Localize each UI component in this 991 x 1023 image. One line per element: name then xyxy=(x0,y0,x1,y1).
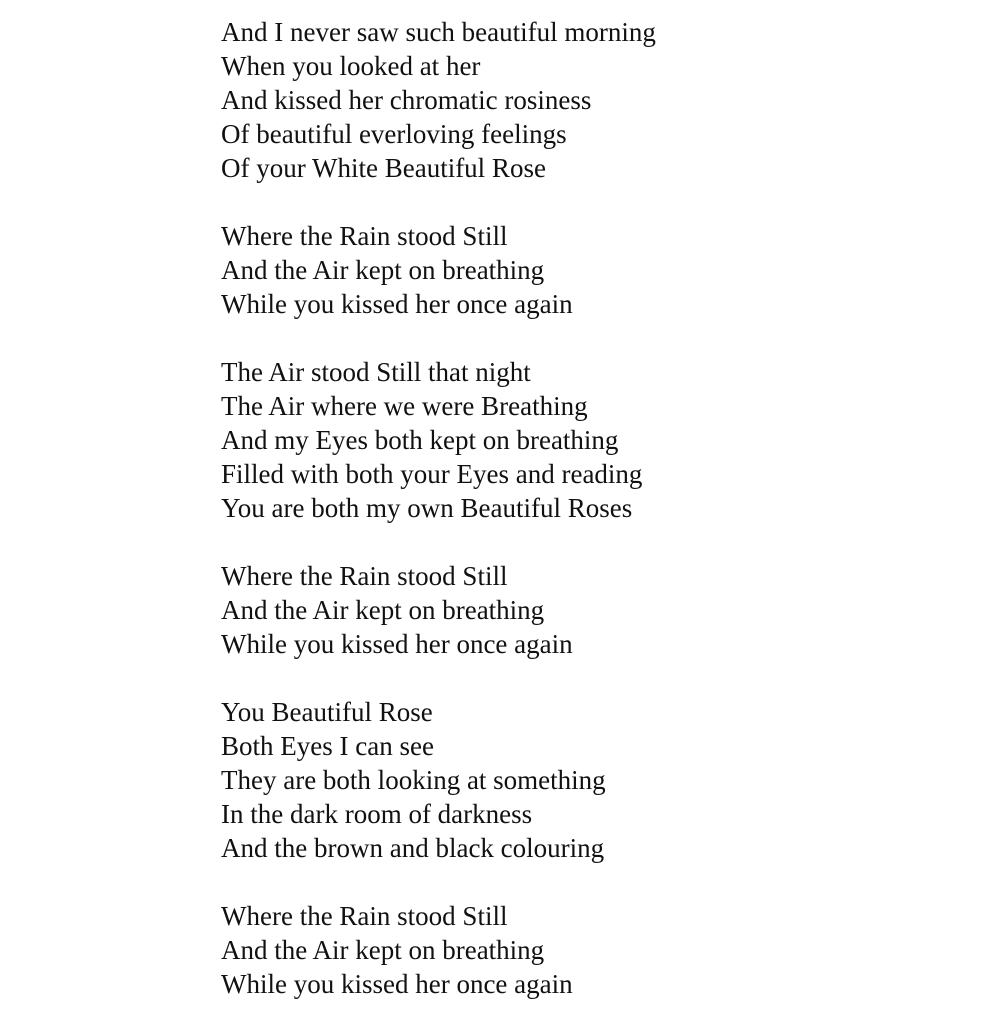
stanza-2 xyxy=(221,219,656,321)
poem-line: The Air stood Still that night xyxy=(221,357,531,387)
poem-line: And my Eyes both kept on breathing xyxy=(221,425,619,455)
poem-line: And the Air kept on breathing xyxy=(221,255,545,285)
poem-line: The Air where we were Breathing xyxy=(221,391,588,421)
poem-line: When you looked at her xyxy=(221,51,481,81)
poem-line: And the Air kept on breathing xyxy=(221,935,545,965)
poem-line: Where the Rain stood Still xyxy=(221,901,508,931)
poem-line: Of your White Beautiful Rose xyxy=(221,153,546,183)
stanza-6 xyxy=(221,899,656,1001)
stanza-3 xyxy=(221,355,656,525)
poem-line: You Beautiful Rose xyxy=(221,697,433,727)
poem-text xyxy=(221,15,656,1001)
poem-line: They are both looking at something xyxy=(221,765,606,795)
stanza-4 xyxy=(221,559,656,661)
poem-line: Filled with both your Eyes and reading xyxy=(221,459,643,489)
poem-line: Both Eyes I can see xyxy=(221,731,434,761)
poem-line: And the Air kept on breathing xyxy=(221,595,545,625)
poem-line: And the brown and black colouring xyxy=(221,833,605,863)
poem-line: In the dark room of darkness xyxy=(221,799,533,829)
poem-line: You are both my own Beautiful Roses xyxy=(221,493,633,523)
poem-line: While you kissed her once again xyxy=(221,289,573,319)
stanza-1 xyxy=(221,15,656,185)
poem-line: Of beautiful everloving feelings xyxy=(221,119,567,149)
poem-line: Where the Rain stood Still xyxy=(221,221,508,251)
stanza-5 xyxy=(221,695,656,865)
poem-line: And I never saw such beautiful morning xyxy=(221,17,656,47)
poem-line: And kissed her chromatic rosiness xyxy=(221,85,592,115)
poem-line: While you kissed her once again xyxy=(221,629,573,659)
poem-line: Where the Rain stood Still xyxy=(221,561,508,591)
poem-line: While you kissed her once again xyxy=(221,969,573,999)
